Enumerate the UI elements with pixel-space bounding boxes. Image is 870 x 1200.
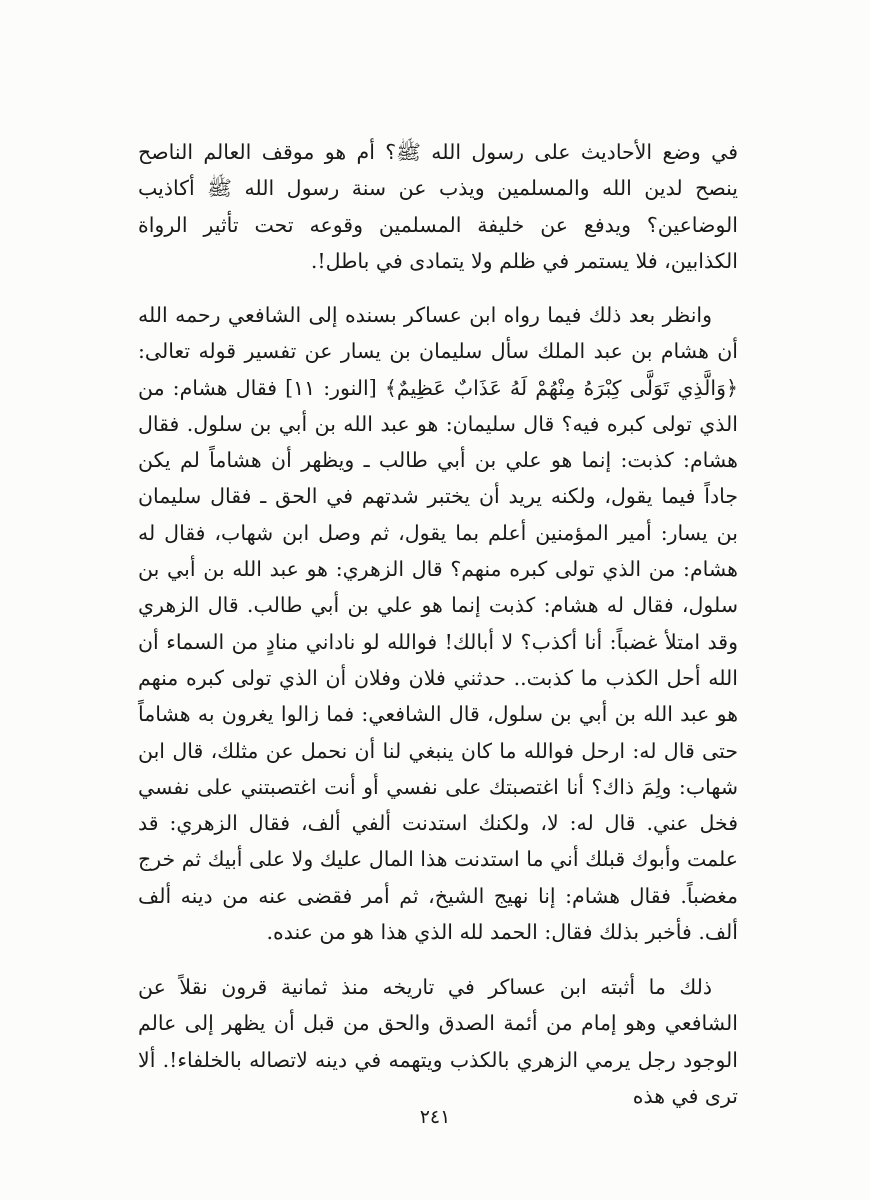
- paragraph-3: ذلك ما أثبته ابن عساكر في تاريخه منذ ثمانية قرون نقلاً عن الشافعي وهو إمام من أئمة الصدق والحق من قبل أن يظهر إلى عالم الوجود رجل يرمي الزهري بالكذب ويتهمه في دينه لاتصاله بالخلفاء!. ألا ترى في هذه: [138, 975, 738, 1108]
- paragraph-2: وانظر بعد ذلك فيما رواه ابن عساكر بسنده إلى الشافعي رحمه الله أن هشام بن عبد الملك سأل سليمان بن يسار عن تفسير قوله تعالى: ﴿وَالَّذِي تَوَلَّى كِبْرَهُ مِنْهُمْ لَهُ عَذَابٌ عَظِيمٌ﴾ [النور: ١١] فقال هشام: من الذي تولى كبره فيه؟ قال سليمان: هو عبد الله بن أبي بن سلول. فقال هشام: كذبت: إنما هو علي بن أبي طالب ـ ويظهر أن هشاماً لم يكن جاداً فيما يقول، ولكنه يريد أن يختبر شدتهم في الحق ـ فقال سليمان بن يسار: أمير المؤمنين أعلم بما يقول، ثم وصل ابن شهاب، فقال له هشام: من الذي تولى كبره منهم؟ قال الزهري: هو عبد الله بن أبي بن سلول، فقال له هشام: كذبت إنما هو علي بن أبي طالب. قال الزهري وقد امتلأ غضباً: أنا أكذب؟ لا أبالك! فوالله لو ناداني منادٍ من السماء أن الله أحل الكذب ما كذبت.. حدثني فلان وفلان أن الذي تولى كبره منهم هو عبد الله بن أبي بن سلول، قال الشافعي: فما زالوا يغرون به هشاماً حتى قال له: ارحل فوالله ما كان ينبغي لنا أن نحمل عن مثلك، قال ابن شهاب: ولِمَ ذاك؟ أنا اغتصبتك على نفسي أو أنت اغتصبتني على نفسي فخل عني. قال له: لا، ولكنك استدنت ألفي ألف، فقال الزهري: قد علمت وأبوك قبلك أني ما استدنت هذا المال عليك ولا على أبيك ثم خرج مغضباً. فقال هشام: إنا نهيج الشيخ، ثم أمر فقضى عنه من دينه ألف ألف. فأخبر بذلك فقال: الحمد لله الذي هذا هو من عنده.: [138, 303, 739, 945]
- paragraph-2-container: [138, 297, 738, 950]
- paragraph-1-container: [138, 134, 738, 279]
- paragraph-3-container: [138, 969, 738, 1114]
- page-number: ٢٤١: [419, 1106, 451, 1128]
- paragraph-1: في وضع الأحاديث على رسول الله ﷺ؟ أم هو موقف العالم الناصح ينصح لدين الله والمسلمين ويذب عن سنة رسول الله ﷺ أكاذيب الوضاعين؟ ويدفع عن خليفة المسلمين وقوعه تحت تأثير الرواة الكذابين، فلا يستمر في ظلم ولا يتمادى في باطل!.: [138, 140, 738, 273]
